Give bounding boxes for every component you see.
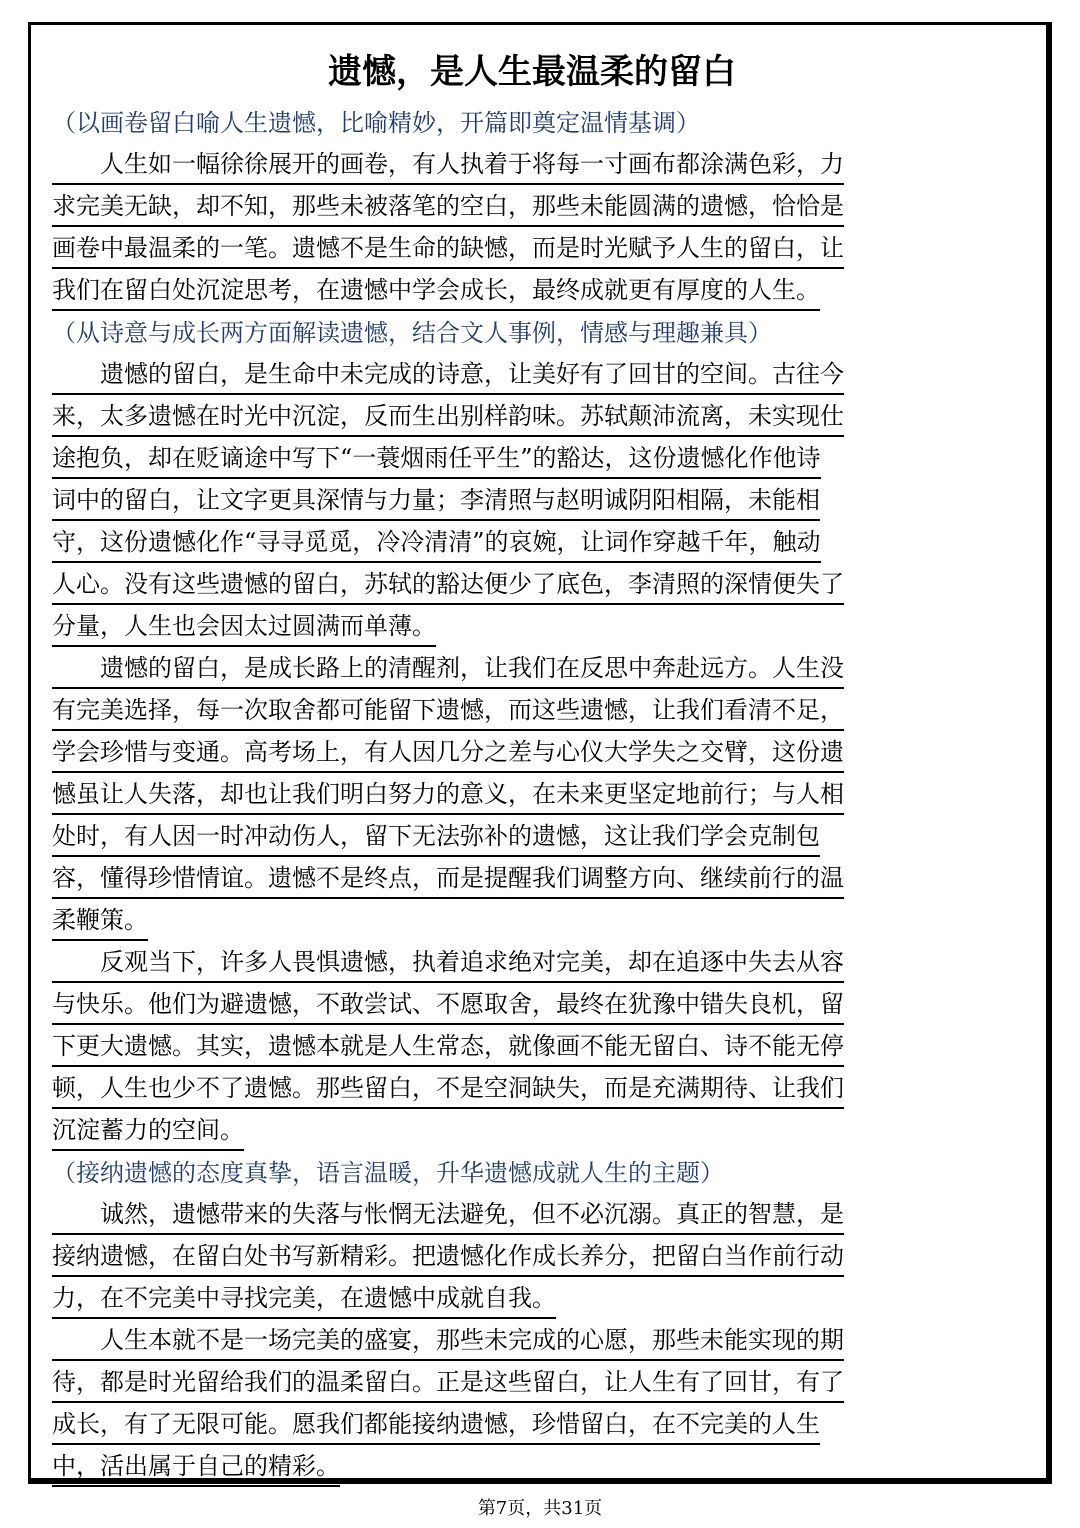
text-line: 遗憾的留白，是生命中未完成的诗意，让美好有了回甘的空间。古往今 bbox=[52, 354, 1012, 396]
text-line: 人心。没有这些遗憾的留白，苏轼的豁达便少了底色，李清照的深情便失了 bbox=[52, 564, 1012, 606]
page-number: 第7页，共31页 bbox=[477, 1498, 603, 1519]
text-line: 画卷中最温柔的一笔。遗憾不是生命的缺憾，而是时光赋予人生的留白，让 bbox=[52, 228, 1012, 270]
paragraph bbox=[52, 354, 1012, 648]
text-line: 人生本就不是一场完美的盛宴，那些未完成的心愿，那些未能实现的期 bbox=[52, 1320, 1012, 1362]
text-line: 接纳遗憾，在留白处书写新精彩。把遗憾化作成长养分，把留白当作前行动 bbox=[52, 1236, 1012, 1278]
text-line: 途抱负，却在贬谪途中写下“一蓑烟雨任平生”的豁达，这份遗憾化作他诗 bbox=[52, 438, 1012, 480]
text-line: 柔鞭策。 bbox=[52, 900, 1012, 942]
text-line: 待，都是时光留给我们的温柔留白。正是这些留白，让人生有了回甘，有了 bbox=[52, 1362, 1012, 1404]
margin-comment: （接纳遗憾的态度真挚，语言温暖，升华遗憾成就人生的主题） bbox=[52, 1159, 724, 1187]
paragraph bbox=[52, 648, 1012, 942]
text-line: 沉淀蓄力的空间。 bbox=[52, 1110, 1012, 1152]
text-line: 处时，有人因一时冲动伤人，留下无法弥补的遗憾，这让我们学会克制包 bbox=[52, 816, 1012, 858]
text-line: 我们在留白处沉淀思考，在遗憾中学会成长，最终成就更有厚度的人生。 bbox=[52, 270, 1012, 312]
text-line: 力，在不完美中寻找完美，在遗憾中成就自我。 bbox=[52, 1278, 1012, 1320]
text-line: 分量，人生也会因太过圆满而单薄。 bbox=[52, 606, 1012, 648]
text-line: 词中的留白，让文字更具深情与力量；李清照与赵明诚阴阳相隔，未能相 bbox=[52, 480, 1012, 522]
text-line: 有完美选择，每一次取舍都可能留下遗憾，而这些遗憾，让我们看清不足， bbox=[52, 690, 1012, 732]
text-line: 顿，人生也少不了遗憾。那些留白，不是空洞缺失，而是充满期待、让我们 bbox=[52, 1068, 1012, 1110]
text-line: 求完美无缺，却不知，那些未被落笔的空白，那些未能圆满的遗憾，恰恰是 bbox=[52, 186, 1012, 228]
paragraph bbox=[52, 1194, 1012, 1320]
margin-comment: （以画卷留白喻人生遗憾，比喻精妙，开篇即奠定温情基调） bbox=[52, 109, 700, 137]
paragraph bbox=[52, 942, 1012, 1152]
text-line: 人生如一幅徐徐展开的画卷，有人执着于将每一寸画布都涂满色彩，力 bbox=[52, 144, 1012, 186]
margin-comment: （从诗意与成长两方面解读遗憾，结合文人事例，情感与理趣兼具） bbox=[52, 319, 772, 347]
text-line: 容，懂得珍惜情谊。遗憾不是终点，而是提醒我们调整方向、继续前行的温 bbox=[52, 858, 1012, 900]
text-line: 下更大遗憾。其实，遗憾本就是人生常态，就像画不能无留白、诗不能无停 bbox=[52, 1026, 1012, 1068]
text-line: 中，活出属于自己的精彩。 bbox=[52, 1446, 1012, 1488]
essay-title: 遗憾，是人生最温柔的留白 bbox=[328, 52, 736, 92]
text-line: 学会珍惜与变通。高考场上，有人因几分之差与心仪大学失之交臂，这份遗 bbox=[52, 732, 1012, 774]
paragraph bbox=[52, 144, 1012, 312]
text-line: 守，这份遗憾化作“寻寻觅觅，冷冷清清”的哀婉，让词作穿越千年，触动 bbox=[52, 522, 1012, 564]
text-line: 反观当下，许多人畏惧遗憾，执着追求绝对完美，却在追逐中失去从容 bbox=[52, 942, 1012, 984]
paragraph bbox=[52, 1320, 1012, 1488]
text-line: 诚然，遗憾带来的失落与怅惘无法避免，但不必沉溺。真正的智慧，是 bbox=[52, 1194, 1012, 1236]
text-line: 来，太多遗憾在时光中沉淀，反而生出别样韵味。苏轼颠沛流离，未实现仕 bbox=[52, 396, 1012, 438]
text-line: 成长，有了无限可能。愿我们都能接纳遗憾，珍惜留白，在不完美的人生 bbox=[52, 1404, 1012, 1446]
text-line: 与快乐。他们为避遗憾，不敢尝试、不愿取舍，最终在犹豫中错失良机，留 bbox=[52, 984, 1012, 1026]
document-body bbox=[52, 44, 1012, 1488]
text-line: 憾虽让人失落，却也让我们明白努力的意义，在未来更坚定地前行；与人相 bbox=[52, 774, 1012, 816]
text-line: 遗憾的留白，是成长路上的清醒剂，让我们在反思中奔赴远方。人生没 bbox=[52, 648, 1012, 690]
